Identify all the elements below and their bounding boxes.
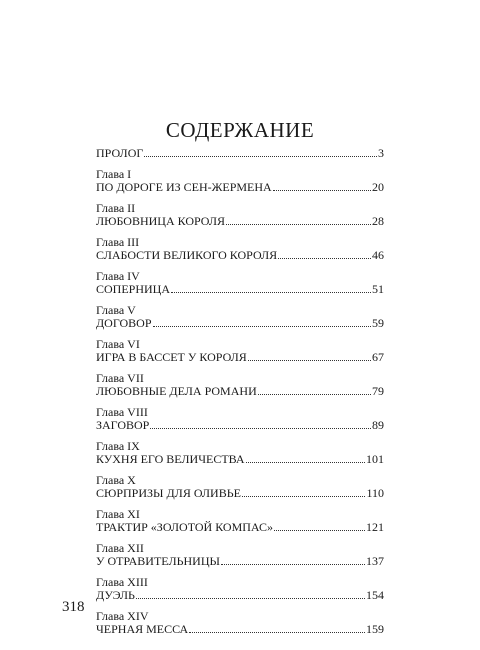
leader-dots [136, 598, 365, 599]
toc-entry [96, 215, 384, 228]
chapter-label: Глава VIII [96, 405, 148, 419]
toc-entry [96, 351, 384, 364]
leader-dots [144, 156, 377, 157]
leader-dots [226, 224, 371, 225]
table-of-contents [96, 147, 384, 644]
chapter-label: Глава XI [96, 507, 140, 521]
leader-dots [248, 360, 371, 361]
toc-entry-title: ЛЮБОВНЫЕ ДЕЛА РОМАНИ [96, 384, 257, 398]
leader-dots [246, 462, 365, 463]
toc-entry-title: ИГРА В БАССЕТ У КОРОЛЯ [96, 350, 247, 364]
toc-entry-title: ЛЮБОВНИЦА КОРОЛЯ [96, 214, 226, 228]
chapter-label: Глава I [96, 167, 132, 181]
toc-entry-page: 110 [366, 486, 384, 500]
toc-entry [96, 589, 384, 602]
toc-entry-page: 67 [372, 350, 384, 364]
leader-dots [274, 530, 365, 531]
toc-entry-page: 59 [372, 316, 384, 330]
toc-entry-title: СЛАБОСТИ ВЕЛИКОГО КОРОЛЯ [96, 248, 278, 262]
toc-entry [96, 487, 384, 500]
toc-entry-title: ТРАКТИР «ЗОЛОТОЙ КОМПАС» [96, 520, 273, 534]
toc-entry-title: ДОГОВОР [96, 316, 152, 330]
leader-dots [242, 496, 366, 497]
toc-entry-title: ЗАГОВОР [96, 418, 150, 432]
toc-entry-page: 89 [372, 418, 384, 432]
leader-dots [189, 632, 365, 633]
toc-entry-page: 121 [366, 520, 384, 534]
leader-dots [150, 428, 371, 429]
leader-dots [171, 292, 371, 293]
toc-entry-page: 101 [366, 452, 384, 466]
leader-dots [221, 564, 365, 565]
toc-entry-page: 3 [378, 146, 384, 160]
leader-dots [278, 258, 371, 259]
chapter-label: Глава XII [96, 541, 144, 555]
chapter-label: Глава XIV [96, 609, 149, 623]
toc-entry-page: 137 [366, 554, 384, 568]
toc-entry [96, 623, 384, 636]
leader-dots [258, 394, 371, 395]
toc-entry [96, 521, 384, 534]
toc-entry-title: ПРОЛОГ [96, 146, 144, 160]
toc-entry [96, 181, 384, 194]
toc-entry-page: 154 [366, 588, 384, 602]
toc-entry [96, 249, 384, 262]
toc-entry-title: ДУЭЛЬ [96, 588, 135, 602]
toc-entry-title: СЮРПРИЗЫ ДЛЯ ОЛИВЬЕ [96, 486, 241, 500]
toc-entry-prologue [96, 147, 384, 160]
toc-entry [96, 555, 384, 568]
leader-dots [153, 326, 372, 327]
toc-entry-title: ПО ДОРОГЕ ИЗ СЕН-ЖЕРМЕНА [96, 180, 272, 194]
chapter-label: Глава XIII [96, 575, 148, 589]
chapter-label: Глава VI [96, 337, 140, 351]
toc-entry-title: СОПЕРНИЦА [96, 282, 171, 296]
page-number: 318 [62, 599, 85, 615]
chapter-label: Глава III [96, 235, 140, 249]
chapter-label: Глава IX [96, 439, 140, 453]
toc-entry [96, 317, 384, 330]
toc-entry-title: У ОТРАВИТЕЛЬНИЦЫ [96, 554, 220, 568]
toc-entry-title: КУХНЯ ЕГО ВЕЛИЧЕСТВА [96, 452, 245, 466]
chapter-label: Глава VII [96, 371, 144, 385]
toc-entry-page: 51 [372, 282, 384, 296]
chapter-label: Глава IV [96, 269, 140, 283]
toc-heading: СОДЕРЖАНИЕ [165, 118, 315, 142]
toc-entry-title: ЧЕРНАЯ МЕССА [96, 622, 189, 636]
toc-entry [96, 419, 384, 432]
chapter-label: Глава V [96, 303, 136, 317]
toc-entry-page: 159 [366, 622, 384, 636]
toc-entry-page: 28 [372, 214, 384, 228]
toc-entry-page: 46 [372, 248, 384, 262]
toc-entry-page: 79 [372, 384, 384, 398]
toc-entry-page: 20 [372, 180, 384, 194]
toc-entry [96, 283, 384, 296]
leader-dots [273, 190, 371, 191]
toc-entry [96, 385, 384, 398]
chapter-label: Глава II [96, 201, 136, 215]
chapter-label: Глава X [96, 473, 136, 487]
toc-entry [96, 453, 384, 466]
